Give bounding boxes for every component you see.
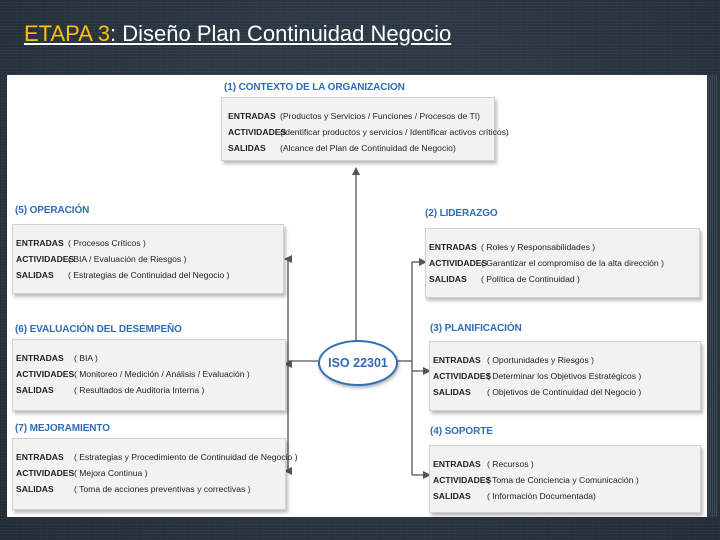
- activities-label: ACTIVIDADES: [433, 475, 492, 485]
- section-title-operacion: (5) OPERACIÓN: [15, 205, 90, 216]
- section-box-mejoramiento: [12, 438, 298, 510]
- inputs-label: ENTRADAS: [16, 238, 64, 248]
- iso-22301-hub: [318, 340, 398, 386]
- planificacion-activities-value: ( Determinar los Objetivos Estratégicos ): [487, 371, 642, 381]
- mejoramiento-activities-value: ( Mejora Continua ): [74, 468, 148, 478]
- mejoramiento-outputs-value: ( Toma de acciones preventivas y correctivas ): [74, 484, 251, 494]
- section-title-evaluacion: (6) EVALUACIÓN DEL DESEMPEÑO: [15, 324, 182, 335]
- inputs-label: ENTRADAS: [16, 452, 64, 462]
- section-title-soporte: (4) SOPORTE: [430, 426, 493, 437]
- activities-label: ACTIVIDADES: [16, 468, 75, 478]
- liderazgo-inputs-value: ( Roles y Responsabilidades ): [481, 242, 596, 252]
- contexto-inputs-value: (Productos y Servicios / Funciones / Procesos de TI): [280, 111, 480, 121]
- liderazgo-outputs-value: ( Política de Continuidad ): [481, 274, 580, 284]
- hub-label: ISO 22301: [328, 356, 388, 370]
- section-title-planificacion: (3) PLANIFICACIÓN: [430, 323, 522, 334]
- section-box-evaluacion: [12, 339, 286, 411]
- outputs-label: SALIDAS: [16, 270, 54, 280]
- outputs-label: SALIDAS: [16, 385, 54, 395]
- evaluacion-outputs-value: ( Resultados de Auditoria Interna ): [74, 385, 205, 395]
- section-title-liderazgo: (2) LIDERAZGO: [425, 208, 498, 219]
- operacion-outputs-value: ( Estrategias de Continuidad del Negocio ): [68, 270, 230, 280]
- slide-title-stage: ETAPA 3: [24, 21, 111, 46]
- outputs-label: SALIDAS: [228, 143, 266, 153]
- operacion-inputs-value: ( Procesos Críticos ): [68, 238, 146, 248]
- evaluacion-inputs-value: ( BIA ): [74, 353, 98, 363]
- outputs-label: SALIDAS: [429, 274, 467, 284]
- section-title-contexto: (1) CONTEXTO DE LA ORGANIZACION: [224, 82, 405, 93]
- activities-label: ACTIVIDADES: [16, 369, 75, 379]
- outputs-label: SALIDAS: [433, 387, 471, 397]
- section-box-liderazgo: [425, 228, 700, 298]
- slide-edge-strip: [708, 75, 718, 517]
- activities-label: ACTIVIDADES: [228, 127, 287, 137]
- outputs-label: SALIDAS: [16, 484, 54, 494]
- liderazgo-activities-value: ( Garantizar el compromiso de la alta dirección ): [481, 258, 664, 268]
- contexto-outputs-value: (Alcance del Plan de Continuidad de Negocio): [280, 143, 456, 153]
- inputs-label: ENTRADAS: [16, 353, 64, 363]
- activities-label: ACTIVIDADES: [433, 371, 492, 381]
- section-box-soporte: [429, 445, 701, 513]
- section-title-mejoramiento: (7) MEJORAMIENTO: [15, 423, 110, 434]
- activities-label: ACTIVIDADES: [429, 258, 488, 268]
- section-box-planificacion: [429, 341, 701, 411]
- operacion-activities-value: ( BIA / Evaluación de Riesgos ): [68, 254, 187, 264]
- planificacion-outputs-value: ( Objetivos de Continuidad del Negocio ): [487, 387, 642, 397]
- inputs-label: ENTRADAS: [433, 459, 481, 469]
- diagram-panel: [7, 75, 707, 517]
- inputs-label: ENTRADAS: [429, 242, 477, 252]
- activities-label: ACTIVIDADES: [16, 254, 75, 264]
- outputs-label: SALIDAS: [433, 491, 471, 501]
- section-box-operacion: [12, 224, 284, 294]
- soporte-activities-value: ( Toma de Conciencia y Comunicación ): [487, 475, 639, 485]
- soporte-inputs-value: ( Recursos ): [487, 459, 534, 469]
- slide-title: [24, 20, 504, 47]
- evaluacion-activities-value: ( Monitoreo / Medición / Análisis / Evaluación ): [74, 369, 250, 379]
- inputs-label: ENTRADAS: [228, 111, 276, 121]
- soporte-outputs-value: ( Información Documentada): [487, 491, 596, 501]
- contexto-activities-value: (Identificar productos y servicios / Identificar activos críticos): [280, 127, 509, 137]
- inputs-label: ENTRADAS: [433, 355, 481, 365]
- section-box-contexto: [221, 97, 509, 161]
- slide-title-text: : Diseño Plan Continuidad Negocio: [110, 21, 452, 46]
- planificacion-inputs-value: ( Oportunidades y Riesgos ): [487, 355, 594, 365]
- mejoramiento-inputs-value: ( Estrategias y Procedimiento de Continuidad de Negocio ): [74, 452, 298, 462]
